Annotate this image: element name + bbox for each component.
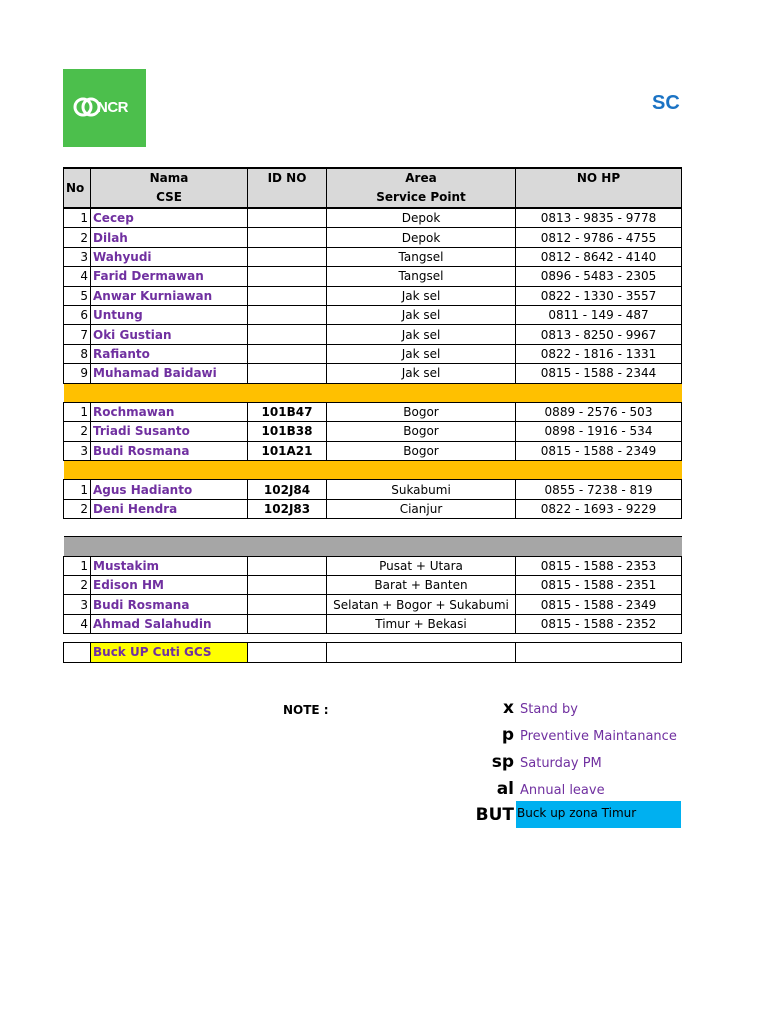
service-area: Jak sel	[327, 305, 516, 324]
table-row	[64, 247, 682, 266]
header-nama-line2: CSE	[156, 190, 182, 204]
cse-name: Oki Gustian	[91, 325, 248, 344]
logo-text: NCR	[97, 99, 128, 116]
legend-text: Preventive Maintanance	[520, 729, 677, 744]
phone-number: 0896 - 5483 - 2305	[516, 267, 682, 286]
cse-id-no	[248, 325, 327, 344]
separator-grey	[64, 537, 682, 556]
legend-code: al	[496, 779, 514, 799]
table-row	[64, 305, 682, 324]
cse-id-no	[248, 595, 327, 614]
legend-text: Saturday PM	[520, 756, 602, 771]
legend-code: x	[503, 698, 514, 718]
phone-number: 0855 - 7238 - 819	[516, 480, 682, 499]
ncr-logo	[63, 69, 146, 147]
cse-name: Wahyudi	[91, 247, 248, 266]
table-row	[64, 208, 682, 228]
row-number: 1	[64, 402, 91, 421]
separator-orange	[64, 383, 682, 402]
phone-number: 0813 - 8250 - 9967	[516, 325, 682, 344]
row-number: 1	[64, 556, 91, 575]
cse-name: Untung	[91, 305, 248, 324]
service-area: Jak sel	[327, 286, 516, 305]
service-area: Bogor	[327, 402, 516, 421]
table-row	[64, 576, 682, 595]
backup-label: Buck UP Cuti GCS	[91, 643, 248, 662]
service-area: Barat + Banten	[327, 576, 516, 595]
legend-code: sp	[491, 752, 514, 772]
header-area	[327, 168, 516, 208]
cse-name: Agus Hadianto	[91, 480, 248, 499]
cse-table	[63, 167, 682, 663]
phone-number: 0815 - 1588 - 2353	[516, 556, 682, 575]
cse-id-no	[248, 364, 327, 383]
table-row	[64, 441, 682, 460]
separator-grey-cell	[64, 537, 682, 556]
phone-number: 0815 - 1588 - 2349	[516, 595, 682, 614]
row-number: 6	[64, 305, 91, 324]
phone-number: 0822 - 1816 - 1331	[516, 344, 682, 363]
separator-orange-cell	[64, 461, 682, 480]
cse-id-no: 102J84	[248, 480, 327, 499]
row-number: 7	[64, 325, 91, 344]
blank-row-cell	[64, 519, 682, 537]
service-area: Bogor	[327, 422, 516, 441]
cse-id-no: 101B38	[248, 422, 327, 441]
blank-row-cell	[64, 634, 682, 643]
header-area-line2: Service Point	[376, 190, 466, 204]
cse-name: Muhamad Baidawi	[91, 364, 248, 383]
page-title-fragment: SC	[652, 92, 680, 114]
table-row	[64, 480, 682, 499]
phone-number: 0815 - 1588 - 2351	[516, 576, 682, 595]
cse-id-no	[248, 267, 327, 286]
service-area: Cianjur	[327, 499, 516, 518]
cse-id-no: 101B47	[248, 402, 327, 421]
service-area: Tangsel	[327, 267, 516, 286]
phone-number: 0813 - 9835 - 9778	[516, 208, 682, 228]
separator-orange	[64, 461, 682, 480]
row-number: 4	[64, 267, 91, 286]
service-area: Pusat + Utara	[327, 556, 516, 575]
legend-code: BUT	[475, 805, 514, 825]
row-number: 3	[64, 441, 91, 460]
phone-number: 0812 - 9786 - 4755	[516, 228, 682, 247]
service-area: Timur + Bekasi	[327, 614, 516, 633]
phone-number: 0815 - 1588 - 2352	[516, 614, 682, 633]
header-no-hp-label: NO HP	[576, 171, 621, 185]
service-area: Depok	[327, 208, 516, 228]
cse-id-no	[248, 208, 327, 228]
cse-name: Mustakim	[91, 556, 248, 575]
cse-name: Rafianto	[91, 344, 248, 363]
header-nama-line1: Nama	[149, 171, 189, 185]
header-no-hp	[516, 168, 682, 208]
cse-id-no	[248, 614, 327, 633]
row-number: 4	[64, 614, 91, 633]
cse-id-no	[248, 247, 327, 266]
cse-name: Budi Rosmana	[91, 595, 248, 614]
backup-row	[64, 643, 682, 662]
legend-but-highlight: Buck up zona Timur	[516, 801, 681, 828]
table-row	[64, 556, 682, 575]
cse-id-no: 101A21	[248, 441, 327, 460]
table-row	[64, 286, 682, 305]
header-nama	[91, 168, 248, 208]
service-area: Jak sel	[327, 364, 516, 383]
cse-name: Rochmawan	[91, 402, 248, 421]
service-area: Depok	[327, 228, 516, 247]
cse-name: Anwar Kurniawan	[91, 286, 248, 305]
cse-id-no	[248, 305, 327, 324]
table-row	[64, 267, 682, 286]
header-area-line1: Area	[405, 171, 437, 185]
row-number: 1	[64, 208, 91, 228]
row-number: 8	[64, 344, 91, 363]
cse-id-no	[248, 228, 327, 247]
table-row	[64, 499, 682, 518]
row-number: 2	[64, 499, 91, 518]
service-area: Jak sel	[327, 325, 516, 344]
table-row	[64, 325, 682, 344]
header-no: No	[64, 168, 91, 208]
phone-number: 0898 - 1916 - 534	[516, 422, 682, 441]
row-number: 9	[64, 364, 91, 383]
cse-id-no	[248, 286, 327, 305]
cse-id-no	[248, 556, 327, 575]
cse-name: Edison HM	[91, 576, 248, 595]
header-id-no	[248, 168, 327, 208]
service-area: Bogor	[327, 441, 516, 460]
cse-name: Farid Dermawan	[91, 267, 248, 286]
backup-no	[64, 643, 91, 662]
table-row	[64, 614, 682, 633]
table-row	[64, 344, 682, 363]
row-number: 5	[64, 286, 91, 305]
cse-name: Triadi Susanto	[91, 422, 248, 441]
cse-id-no	[248, 344, 327, 363]
header-id-no-label: ID NO	[267, 171, 307, 185]
table-row	[64, 402, 682, 421]
cse-id-no: 102J83	[248, 499, 327, 518]
row-number: 2	[64, 228, 91, 247]
phone-number: 0815 - 1588 - 2344	[516, 364, 682, 383]
table-row	[64, 228, 682, 247]
table-row	[64, 595, 682, 614]
phone-number: 0812 - 8642 - 4140	[516, 247, 682, 266]
row-number: 2	[64, 422, 91, 441]
phone-number: 0822 - 1330 - 3557	[516, 286, 682, 305]
table-header-row	[64, 168, 682, 208]
legend-text: Stand by	[520, 702, 578, 717]
note-label: NOTE :	[283, 703, 329, 717]
backup-hp	[516, 643, 682, 662]
backup-area	[327, 643, 516, 662]
phone-number: 0822 - 1693 - 9229	[516, 499, 682, 518]
cse-id-no	[248, 576, 327, 595]
row-number: 1	[64, 480, 91, 499]
phone-number: 0815 - 1588 - 2349	[516, 441, 682, 460]
legend-text: Annual leave	[520, 783, 605, 798]
cse-name: Budi Rosmana	[91, 441, 248, 460]
table-row	[64, 422, 682, 441]
backup-id	[248, 643, 327, 662]
separator-orange-cell	[64, 383, 682, 402]
service-area: Tangsel	[327, 247, 516, 266]
service-area: Sukabumi	[327, 480, 516, 499]
service-area: Selatan + Bogor + Sukabumi	[327, 595, 516, 614]
blank-row	[64, 634, 682, 643]
cse-name: Deni Hendra	[91, 499, 248, 518]
phone-number: 0811 - 149 - 487	[516, 305, 682, 324]
row-number: 3	[64, 595, 91, 614]
cse-name: Dilah	[91, 228, 248, 247]
service-area: Jak sel	[327, 344, 516, 363]
cse-name: Cecep	[91, 208, 248, 228]
row-number: 2	[64, 576, 91, 595]
cse-name: Ahmad Salahudin	[91, 614, 248, 633]
row-number: 3	[64, 247, 91, 266]
legend-code: p	[501, 725, 514, 745]
blank-row	[64, 519, 682, 537]
phone-number: 0889 - 2576 - 503	[516, 402, 682, 421]
table-row	[64, 364, 682, 383]
